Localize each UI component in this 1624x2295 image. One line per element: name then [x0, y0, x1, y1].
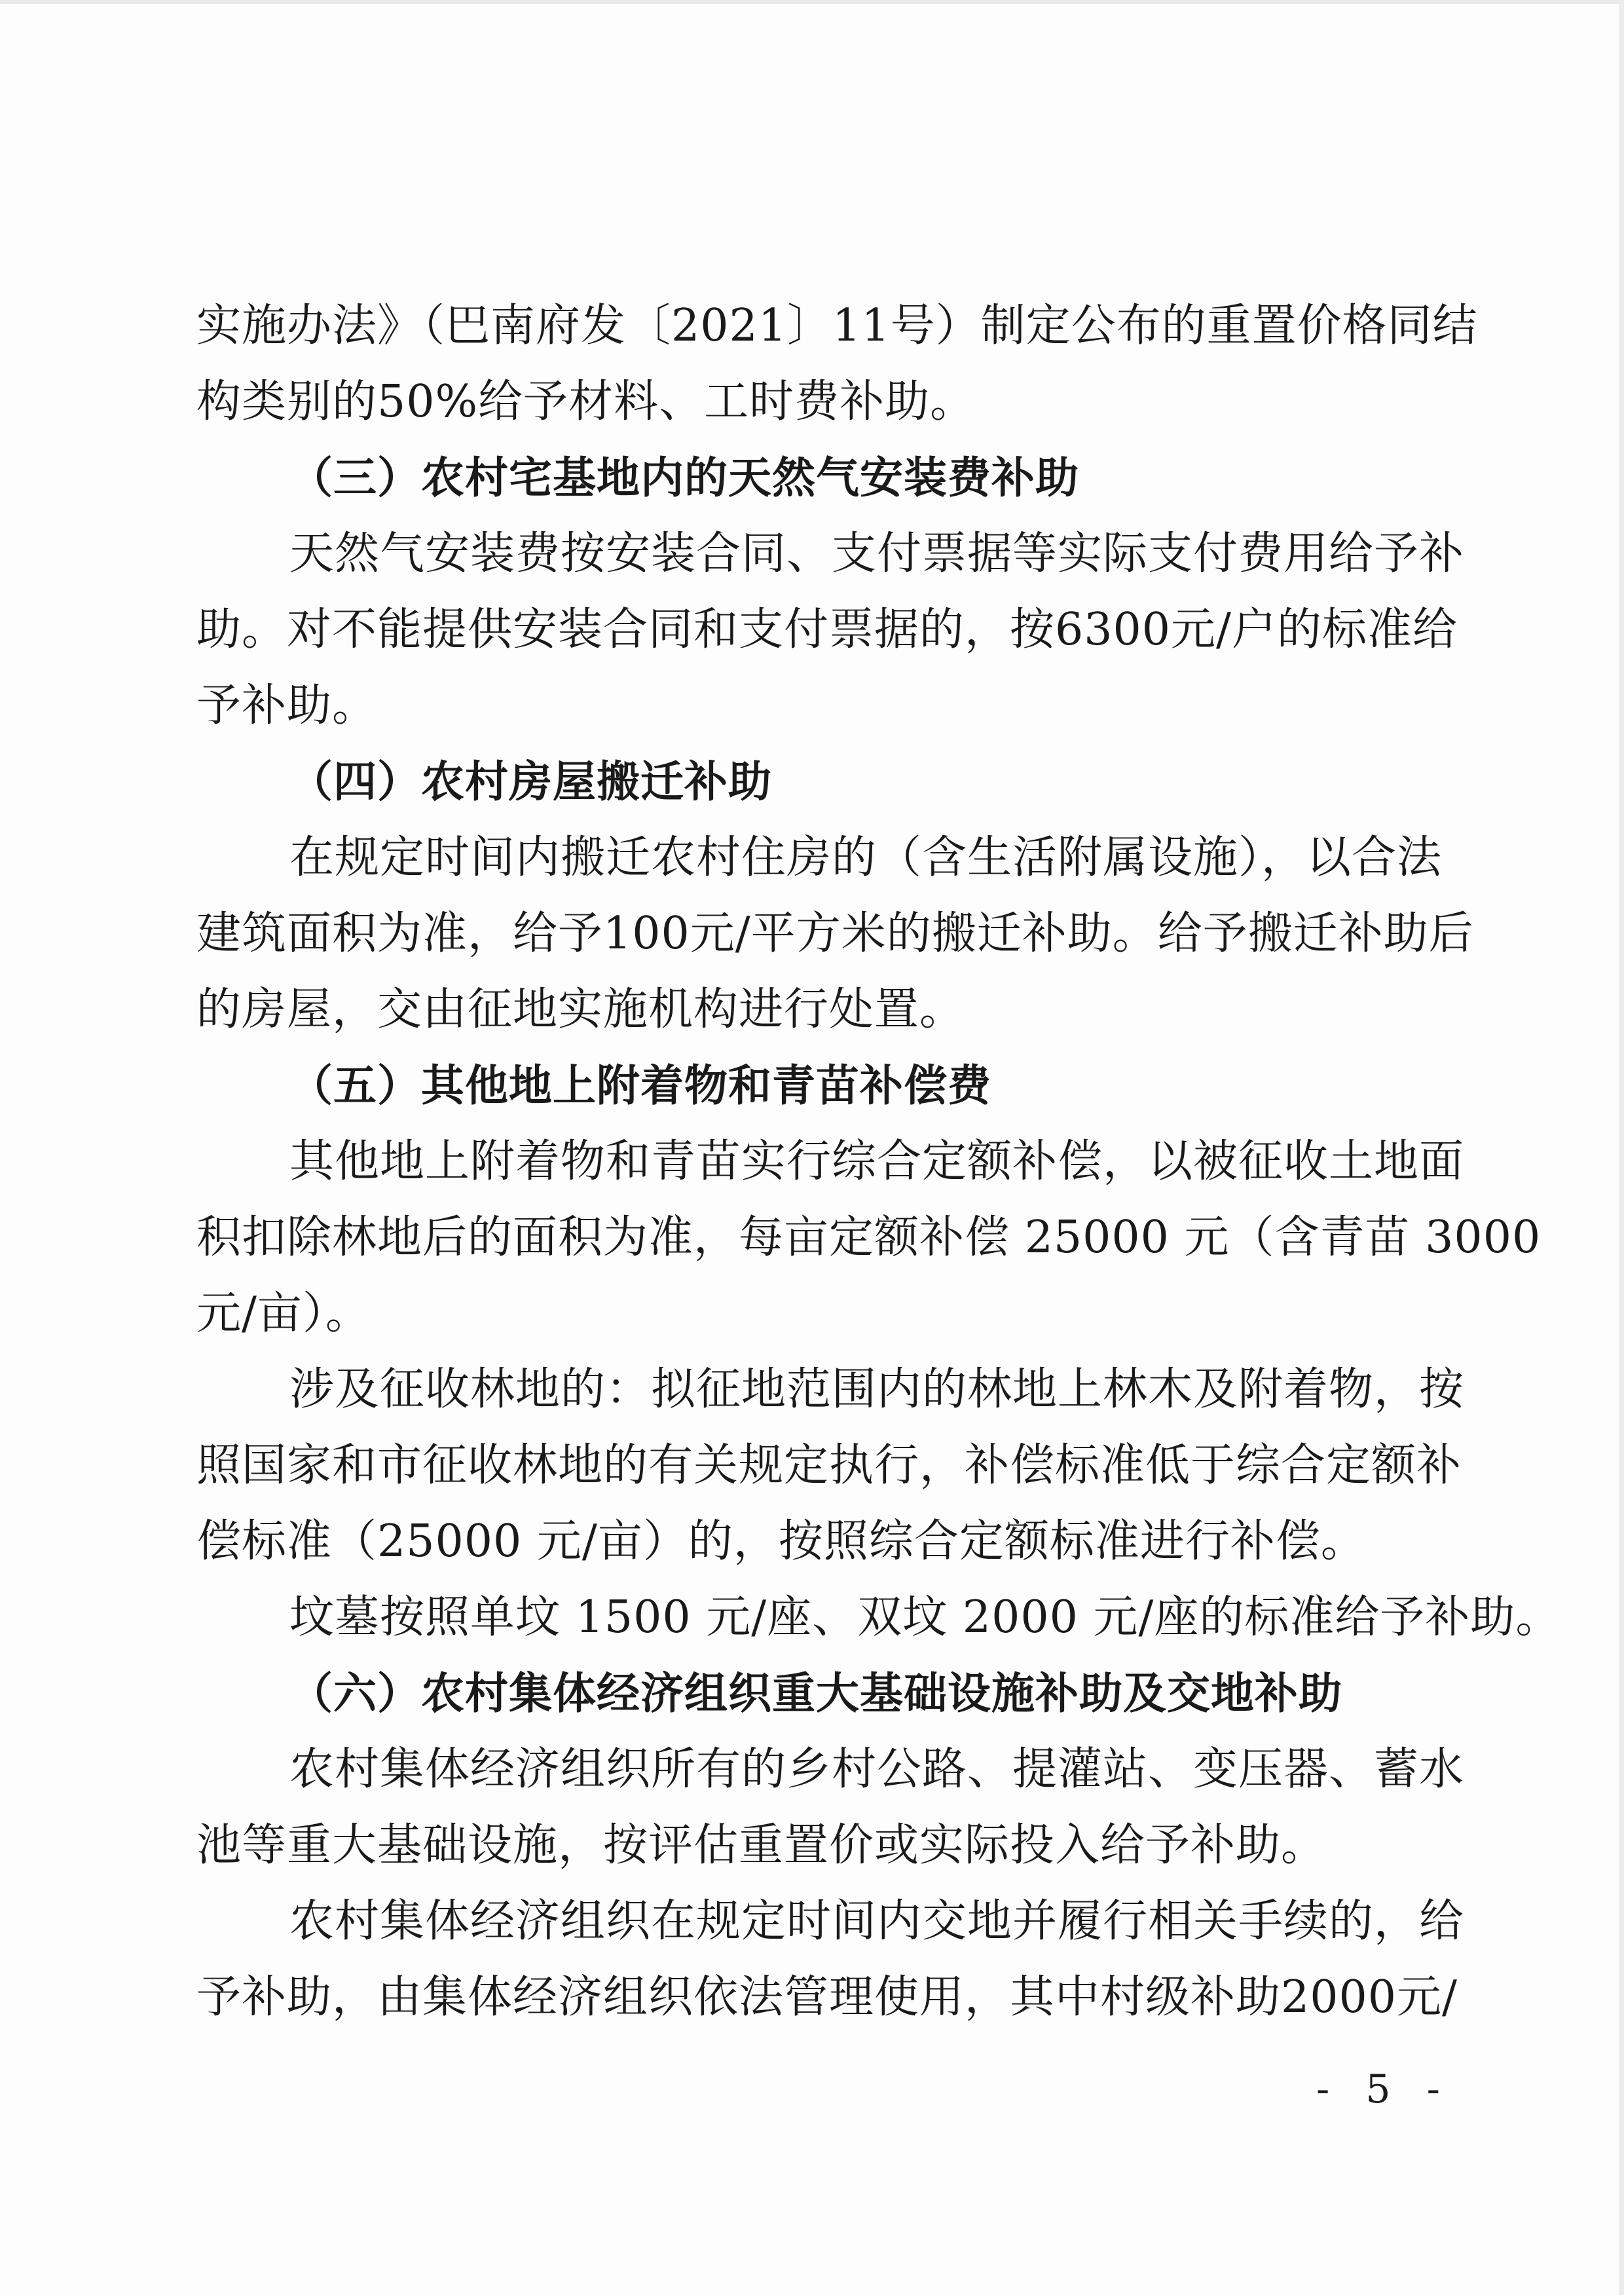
paragraph-first-line: 农村集体经济组织所有的乡村公路、提灌站、变压器、蓄水	[289, 1744, 1465, 1795]
text-line: 元/亩）。	[196, 1288, 371, 1339]
paragraph-first-line: 天然气安装费按安装合同、支付票据等实际支付费用给予补	[289, 528, 1465, 580]
text-line: 构类别的50%给予材料、工时费补助。	[196, 376, 976, 428]
section-heading: （四）农村房屋搬迁补助	[289, 756, 772, 807]
paragraph-first-line: 在规定时间内搬迁农村住房的（含生活附属设施），以合法	[289, 832, 1443, 884]
text-line: 池等重大基础设施，按评估重置价或实际投入给予补助。	[196, 1819, 1327, 1871]
text-line: 予补助。	[196, 680, 378, 732]
section-heading: （五）其他地上附着物和青苗补偿费	[289, 1060, 991, 1111]
text-line: 建筑面积为准，给予100元/平方米的搬迁补助。给予搬迁补助后	[196, 908, 1474, 960]
section-heading: （六）农村集体经济组织重大基础设施补助及交地补助	[289, 1668, 1342, 1719]
document-body	[196, 288, 1561, 2036]
scan-edge-top	[0, 0, 1624, 4]
text-line: 积扣除林地后的面积为准，每亩定额补偿 25000 元（含青苗 3000	[196, 1212, 1541, 1263]
text-line: 的房屋，交由征地实施机构进行处置。	[196, 984, 965, 1036]
text-line: 照国家和市征收林地的有关规定执行，补偿标准低于综合定额补	[196, 1440, 1462, 1491]
text-line: 偿标准（25000 元/亩）的，按照综合定额标准进行补偿。	[196, 1516, 1366, 1567]
text-line: 实施办法》（巴南府发〔2021〕11号）制定公布的重置价格同结	[196, 300, 1478, 352]
paragraph-first-line: 其他地上附着物和青苗实行综合定额补偿，以被征收土地面	[289, 1136, 1465, 1187]
paragraph-first-line: 坟墓按照单坟 1500 元/座、双坟 2000 元/座的标准给予补助。	[289, 1592, 1561, 1643]
page-number: - 5 -	[1316, 2066, 1452, 2112]
scan-edge-right	[1619, 0, 1624, 2295]
paragraph-first-line: 涉及征收林地的：拟征地范围内的林地上林木及附着物，按	[289, 1364, 1465, 1415]
text-line: 予补助，由集体经济组织依法管理使用，其中村级补助2000元/	[196, 1971, 1458, 2023]
paragraph-first-line: 农村集体经济组织在规定时间内交地并履行相关手续的，给	[289, 1895, 1465, 1947]
section-heading: （三）农村宅基地内的天然气安装费补助	[289, 453, 1079, 503]
text-line: 助。对不能提供安装合同和支付票据的，按6300元/户的标准给	[196, 604, 1458, 656]
